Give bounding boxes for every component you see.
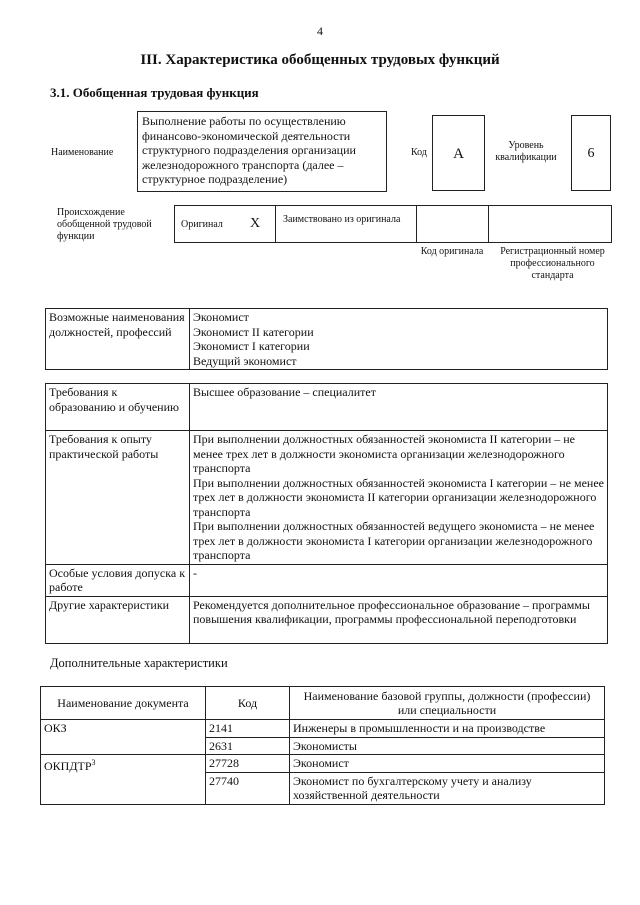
requirement-value: При выполнении должностных обязанностей экономиста II категории – не менее трех лет в должности экономиста организации железнодорожного транспорта При выполнении должностных обязанностей экономиста I категории – не менее трех лет в должности экономиста II категории организации железнодорожного транспорта При выполнении должностных обязанностей ведущего экономиста – не менее трех лет в должности экономиста I категории организации железнодорожного транспорта: [190, 431, 608, 565]
position-item: Ведущий экономист: [193, 353, 297, 368]
reg-number-caption: Регистрационный номер профессионального стандарта: [500, 246, 605, 281]
name-cell: Инженеры в промышленности и на производстве: [290, 720, 605, 738]
name-cell: Экономист по бухгалтерскому учету и анализу хозяйственной деятельности: [290, 772, 605, 804]
requirement-label: Требования к образованию и обучению: [46, 384, 190, 431]
positions-values: [190, 309, 608, 370]
code-original-caption: Код оригинала: [420, 246, 484, 257]
code-cell: 27728: [206, 755, 290, 773]
code-cell: 2631: [206, 737, 290, 755]
code-value: A: [432, 115, 485, 191]
positions-label: Возможные наименования должностей, профессий: [46, 309, 190, 370]
requirement-row: [46, 596, 608, 643]
header-document: Наименование документа: [41, 687, 206, 720]
positions-table: [45, 308, 608, 370]
level-value: 6: [571, 115, 611, 191]
code-cell: 27740: [206, 772, 290, 804]
name-cell: Экономист: [290, 755, 605, 773]
requirement-row: [46, 384, 608, 431]
requirement-value: Высшее образование – специалитет: [190, 384, 608, 431]
section-title: III. Характеристика обобщенных трудовых функций: [140, 52, 500, 68]
doc-name: [41, 755, 206, 805]
borrowed-label: Заимствовано из оригинала: [283, 214, 401, 225]
code-cell: 2141: [206, 720, 290, 738]
header-row: [41, 687, 605, 720]
footnote-mark: 3: [91, 758, 96, 767]
requirement-label: Требования к опыту практической работы: [46, 431, 190, 565]
doc-name: ОКЗ: [41, 720, 206, 755]
additional-table: [40, 686, 605, 805]
name-cell: Экономисты: [290, 737, 605, 755]
requirement-value: Рекомендуется дополнительное профессиональное образование – программы повышения квалификации, программы профессиональной переподготовки: [190, 596, 608, 643]
requirement-label: Другие характеристики: [46, 596, 190, 643]
requirement-value: -: [190, 564, 608, 596]
requirements-table: [45, 383, 608, 644]
function-name-value: Выполнение работы по осуществлению финансово-экономической деятельности структурного подразделения организации железнодорожного транспорта (далее – структурное подразделение): [137, 111, 387, 192]
page-number: 4: [317, 24, 323, 38]
subsection-title: 3.1. Обобщенная трудовая функция: [50, 85, 259, 100]
original-label: Оригинал: [181, 219, 223, 230]
requirement-row: [46, 564, 608, 596]
additional-title: Дополнительные характеристики: [50, 656, 228, 670]
header-name: Наименование базовой группы, должности (профессии) или специальности: [290, 687, 605, 720]
requirement-row: [46, 431, 608, 565]
header-code: Код: [206, 687, 290, 720]
origin-table: [174, 205, 612, 243]
positions-row: [46, 309, 608, 370]
level-label: Уровень квалификации: [495, 140, 557, 163]
code-label: Код: [411, 147, 427, 158]
table-row: [41, 720, 605, 738]
name-label: Наименование: [51, 147, 114, 158]
table-row: [41, 755, 605, 773]
position-item: Экономист I категории: [193, 339, 310, 353]
requirement-label: Особые условия допуска к работе: [46, 564, 190, 596]
position-item: Экономист: [193, 310, 249, 324]
doc-name-text: ОКПДТР: [44, 759, 92, 773]
original-mark: X: [250, 216, 261, 231]
position-item: Экономист II категории: [193, 324, 314, 339]
origin-label: Происхождение обобщенной трудовой функции: [57, 207, 152, 242]
